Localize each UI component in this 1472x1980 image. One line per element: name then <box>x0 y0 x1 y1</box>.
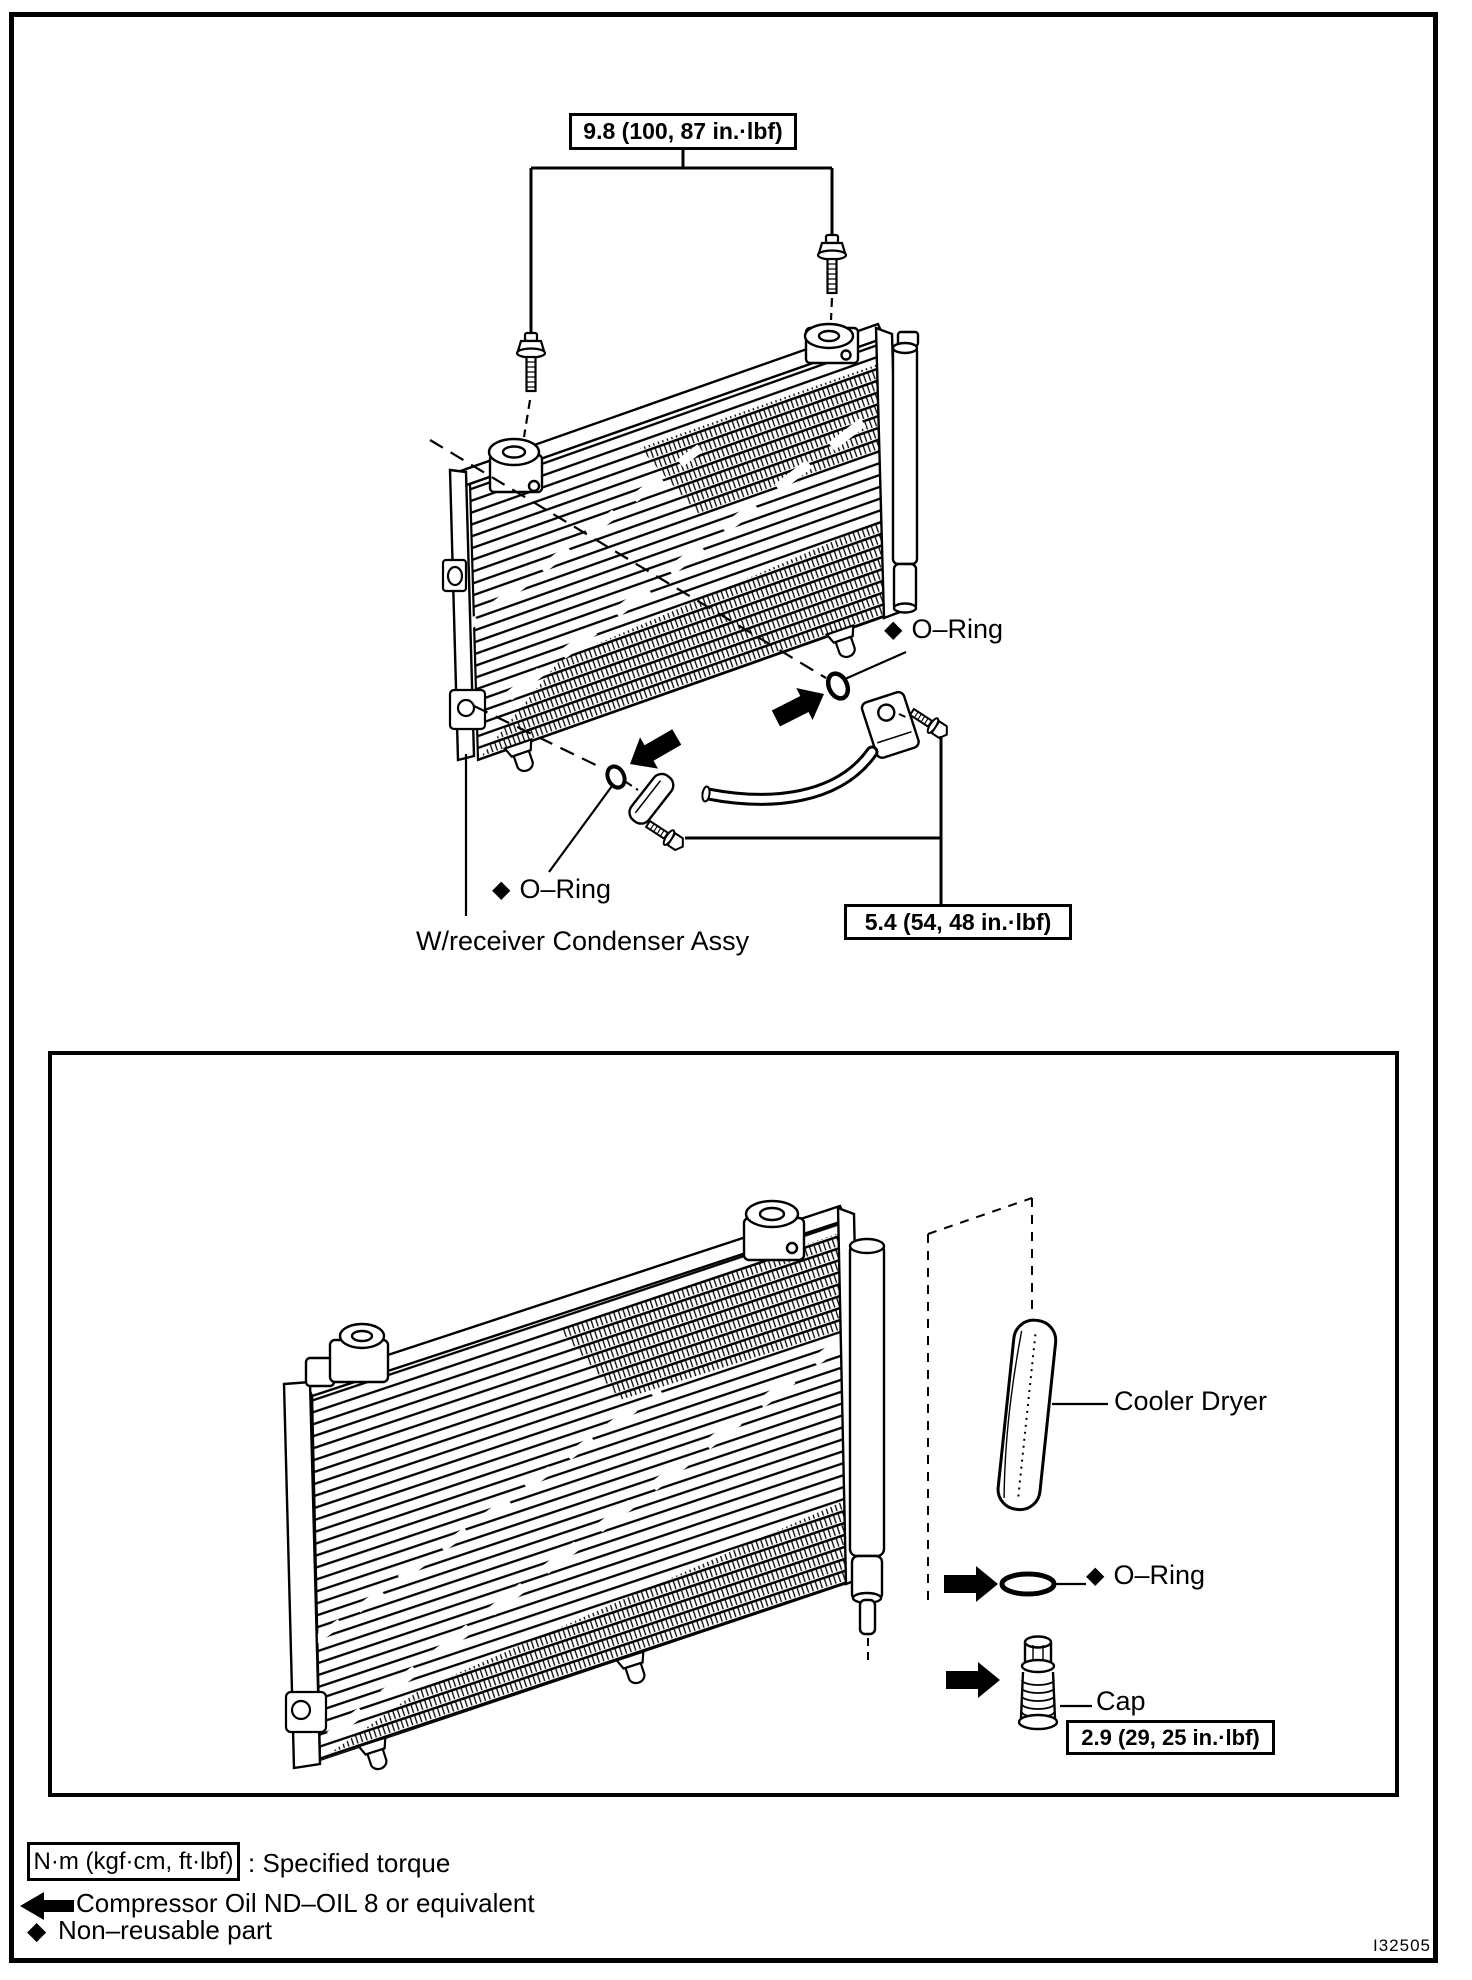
non-reusable-diamond-icon: ◆ <box>27 1917 47 1945</box>
mount-bracket-left <box>306 1324 388 1386</box>
mount-bracket-right <box>744 1201 804 1260</box>
legend-torque-sample-box: N·m (kgf·cm, ft·lbf) <box>27 1842 240 1881</box>
torque-spec-cap: 2.9 (29, 25 in.·lbf) <box>1066 1720 1275 1755</box>
assembly-label: W/receiver Condenser Assy <box>416 926 750 956</box>
receiver-tube <box>893 332 918 613</box>
oring-label-lower <box>492 874 611 905</box>
compressor-oil-arrow-icon <box>944 1566 998 1602</box>
torque-spec-pipe-bolts: 5.4 (54, 48 in.·lbf) <box>844 904 1072 940</box>
oring-label-text: O–Ring <box>911 614 1004 644</box>
legend-non-reusable-note: Non–reusable part <box>58 1915 272 1945</box>
figure1-condenser-assy <box>430 150 951 916</box>
figure2-cooler-dryer-service <box>50 1053 1397 1795</box>
cooler-dryer-label: Cooler Dryer <box>1114 1386 1268 1416</box>
non-reusable-diamond-icon: ◆ <box>884 615 903 643</box>
pipe-fitting-lower <box>625 770 677 828</box>
cap-label: Cap <box>1096 1686 1146 1716</box>
compressor-oil-arrow-icon <box>768 678 832 735</box>
oring-label-upper <box>884 614 1003 645</box>
fitting-bolt-axis <box>626 782 638 790</box>
compressor-oil-arrow-icon <box>621 721 686 779</box>
oring-label-text: O–Ring <box>519 874 612 904</box>
oring-label-text: O–Ring <box>1113 1560 1206 1590</box>
mount-bracket-right <box>805 324 858 363</box>
torque-spec-mount-bolts: 9.8 (100, 87 in.·lbf) <box>569 113 797 150</box>
mount-bracket-left <box>489 439 542 492</box>
oring-lower <box>604 764 628 791</box>
oring-upper-leader <box>845 652 906 679</box>
oring-lower-leader <box>549 786 612 872</box>
cooler-dryer-part <box>996 1318 1058 1511</box>
figure-code: I32505 <box>1373 1936 1431 1955</box>
legend-oil-note: Compressor Oil ND–OIL 8 or equivalent <box>76 1888 535 1918</box>
non-reusable-diamond-icon: ◆ <box>492 875 511 903</box>
oring-upper <box>824 670 851 701</box>
oring-label-fig2 <box>1086 1560 1205 1591</box>
side-bracket <box>286 1692 326 1732</box>
mount-bolt-icon <box>517 333 545 391</box>
oring <box>1002 1574 1054 1594</box>
compressor-oil-arrow-icon <box>946 1662 1000 1698</box>
legend-torque-meaning: : Specified torque <box>248 1848 451 1878</box>
receiver-tube <box>850 1239 884 1634</box>
torque-leader-pipe-bolts <box>685 736 941 904</box>
non-reusable-diamond-icon: ◆ <box>1086 1561 1105 1589</box>
mount-bolt-icon <box>818 235 846 293</box>
cap-part <box>1019 1637 1057 1730</box>
pipe-bolt-icon <box>643 817 687 854</box>
torque-leader-mount-bolts <box>531 150 832 339</box>
